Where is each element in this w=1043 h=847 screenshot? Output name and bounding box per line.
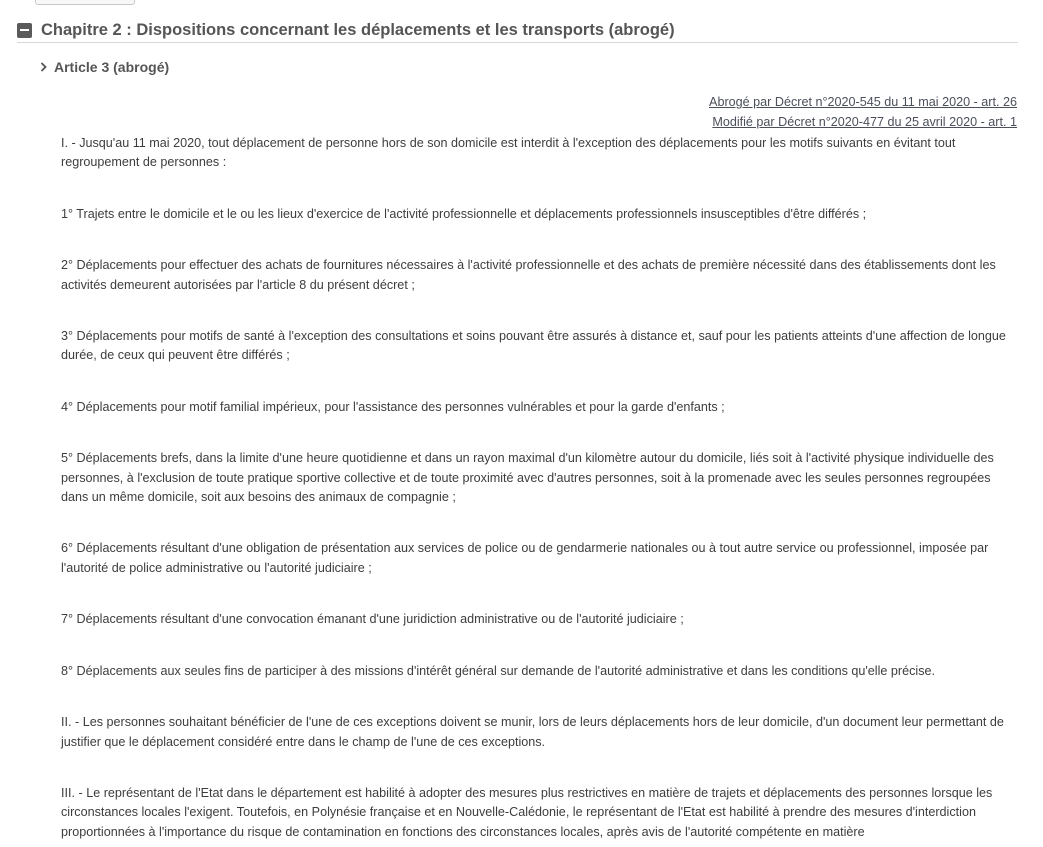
- article-body: [61, 134, 1021, 847]
- article-title: Article 3 (abrogé): [54, 59, 170, 75]
- paragraph: 2° Déplacements pour effectuer des achats de fournitures nécessaires à l'activité professionnelle et des achats de première nécessité dans des établissements dont les activités demeurent autorisées par l'article 8 du présent décret ;: [61, 258, 996, 292]
- paragraph: 8° Déplacements aux seules fins de participer à des missions d'intérêt général sur demande de l'autorité administrative et dans les conditions qu'elle précise.: [61, 663, 935, 678]
- abroge-link[interactable]: Abrogé par Décret n°2020-545 du 11 mai 2020 - art. 26: [709, 95, 1017, 109]
- paragraph: 7° Déplacements résultant d'une convocation émanant d'une juridiction administrative ou de l'autorité judiciaire ;: [61, 612, 684, 627]
- paragraph: 1° Trajets entre le domicile et le ou les lieux d'exercice de l'activité professionnelle et déplacements professionnels insusceptibles d'être différés ;: [61, 206, 867, 221]
- paragraph: III. - Le représentant de l'Etat dans le département est habilité à adopter des mesures plus restrictives en matière de trajets et déplacements des personnes lorsque les circonstances locales l'exigent. Toutefois, en Polynésie française et en Nouvelle-Calédonie, le représentant de l'Etat est habilité à prendre des mesures d'interdiction proportionnées à l'importance du risque de contamination en fonctions des circonstances locales, après avis de l'autorité compétente en matière: [61, 785, 993, 839]
- chevron-right-icon: [38, 58, 48, 76]
- paragraph: 5° Déplacements brefs, dans la limite d'une heure quotidienne et dans un rayon maximal d'un kilomètre autour du domicile, liés soit à l'activité physique individuelle des personnes, à l'exclusion de toute pratique sportive collective et de toute proximité avec d'autres personnes, soit à la promenade avec les seules personnes regroupées dans un même domicile, soit aux besoins des animaux de compagnie ;: [61, 451, 994, 505]
- paragraph: 3° Déplacements pour motifs de santé à l'exception des consultations et soins pouvant être assurés à distance et, sauf pour les patients atteints d'une affection de longue durée, de ceux qui peuvent être différés ;: [61, 329, 1006, 363]
- paragraph: 6° Déplacements résultant d'une obligation de présentation aux services de police ou de gendarmerie nationales ou à tout autre service ou professionnel, imposée par l'autorité de police administrative ou l'autorité judiciaire ;: [61, 541, 989, 575]
- chapter-title[interactable]: Chapitre 2 : Dispositions concernant les déplacements et les transports (abrogé): [41, 20, 675, 39]
- paragraph: II. - Les personnes souhaitant bénéficier de l'une de ces exceptions doivent se munir, lors de leurs déplacements hors de leur domicile, d'un document leur permettant de justifier que le déplacement considéré entre dans le champ de l'une de ces exceptions.: [61, 715, 1004, 749]
- modifie-link[interactable]: Modifié par Décret n°2020-477 du 25 avril 2020 - art. 1: [712, 115, 1017, 129]
- paragraph: 4° Déplacements pour motif familial impérieux, pour l'assistance des personnes vulnérables et pour la garde d'enfants ;: [61, 399, 725, 414]
- article-toggle[interactable]: [38, 58, 169, 76]
- version-links: [709, 92, 1017, 132]
- paragraph: I. - Jusqu'au 11 mai 2020, tout déplacement de personne hors de son domicile est interdit à l'exception des déplacements pour les motifs suivants en évitant tout regroupement de personnes :: [61, 136, 956, 170]
- top-tab-button[interactable]: [35, 0, 135, 5]
- minus-square-icon[interactable]: [17, 23, 32, 38]
- chapter-header: [17, 18, 1018, 43]
